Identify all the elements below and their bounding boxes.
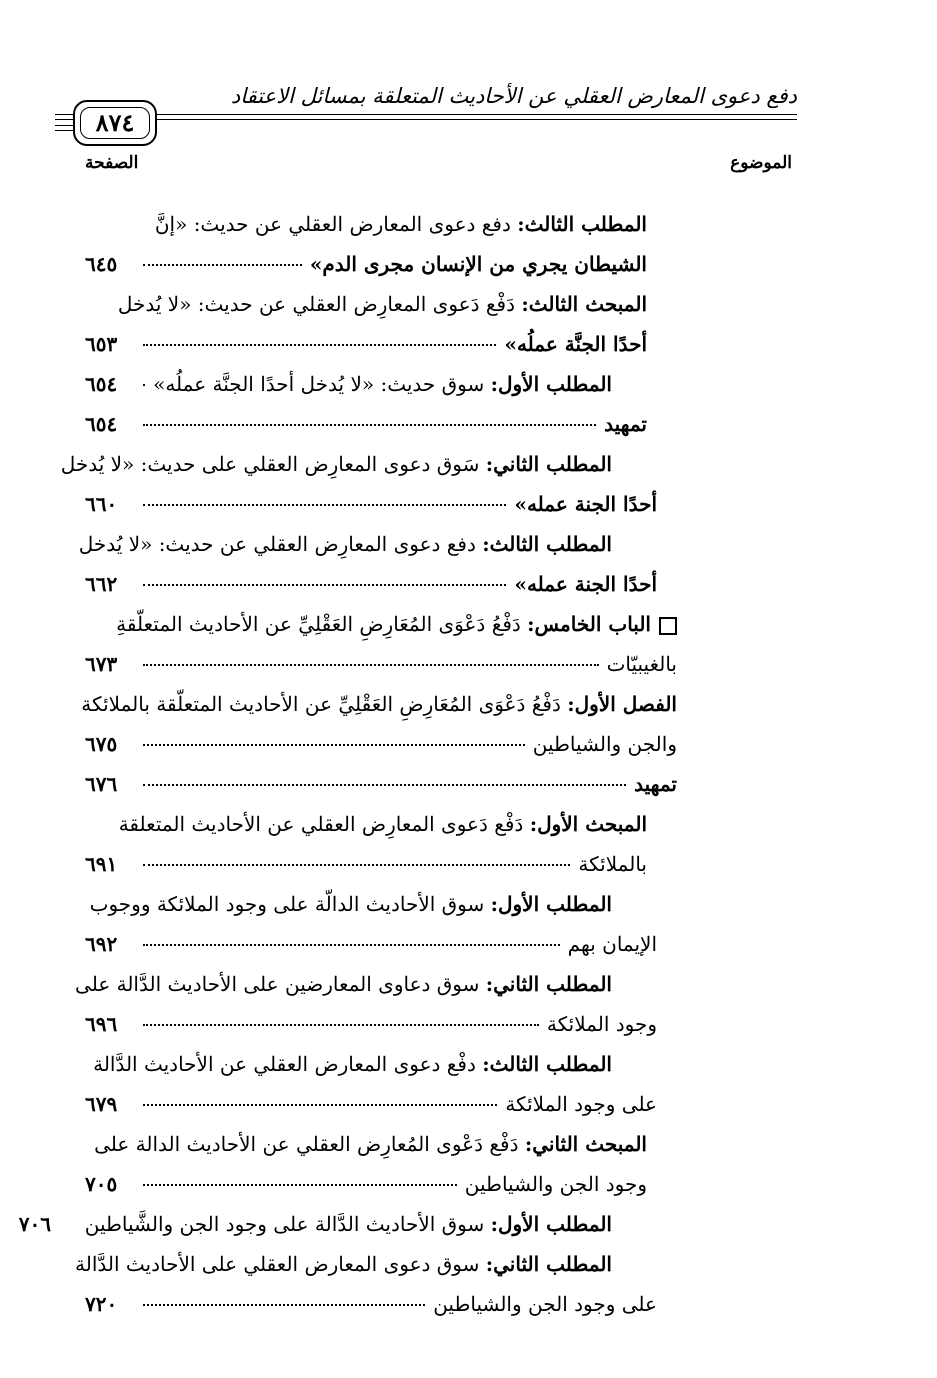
toc-entry[interactable] (0, 765, 792, 805)
leader-dots (143, 1304, 425, 1306)
toc-entry[interactable] (0, 685, 792, 765)
toc-entry[interactable] (0, 405, 792, 445)
toc-page-number: ٦٧٩ (85, 1092, 118, 1116)
toc-entry-label: المطلب الثاني: (485, 452, 612, 476)
page-number-frame (73, 100, 157, 146)
toc-entry[interactable] (0, 1045, 792, 1125)
toc-page-number: ٦٦٢ (85, 572, 118, 596)
toc-page-number: ٦٧٥ (85, 732, 118, 756)
toc-entry-label: الفصل الأول: (567, 692, 677, 716)
toc-entry-label: المطلب الثالث: (482, 1052, 612, 1076)
toc-entry[interactable] (0, 205, 792, 285)
toc-entry-text-line1: دَفْع دَعوى المعارِض العقلي عن حديث: «لا يُدخل (117, 292, 515, 316)
column-heading-page: الصفحة (85, 153, 139, 173)
leader-dots (143, 504, 506, 506)
toc-entry-text-line2: أحدًا الجنة عمله» (514, 572, 657, 596)
toc-entry-text-line2: سوق الأحاديث الدَّالة على وجود الجن والشَّياطين (84, 1212, 485, 1236)
toc-entry-text-line2: والجن والشياطين (532, 732, 677, 756)
toc-entry-text-line2: على وجود الجن والشياطين (433, 1292, 657, 1316)
toc-entry-label: المبحث الأول: (529, 812, 647, 836)
toc-entry[interactable] (0, 365, 792, 405)
leader-dots (143, 944, 560, 946)
toc-entry-text-line2: تمهيد (604, 412, 647, 436)
toc-entry-text-line1: دَفْع دَعْوى المُعارِض العقلي عن الأحاديث الدالة على (94, 1132, 519, 1156)
toc-entry-text-line1: دفع دعوى المعارِض العقلي عن حديث: «لا يُدخل (78, 532, 476, 556)
toc-page-number: ٦٧٦ (85, 772, 118, 796)
toc-entry-text-line1: سوق دعوى المعارض العقلي على الأحاديث الدَّالة (75, 1252, 480, 1276)
column-heading-topic: الموضوع (730, 153, 792, 173)
toc-entry-text-line2: تمهيد (634, 772, 677, 796)
toc-entry-label: المطلب الثالث: (517, 212, 647, 236)
toc-page-number: ٦٥٣ (85, 332, 118, 356)
leader-dots (143, 1104, 497, 1106)
header-rule (55, 114, 797, 115)
page-header (55, 78, 797, 148)
toc-entry[interactable] (0, 805, 792, 885)
toc-page-number: ٦٦٠ (85, 492, 118, 516)
toc-entry-text-line1: دَفْعُ دَعْوَى المُعَارِضِ العَقْلِيِّ عن الأحاديث المتعلّقة بالملائكة (81, 692, 561, 716)
leader-dots (143, 864, 570, 866)
toc-page-number: ٧٠٥ (85, 1172, 118, 1196)
book-title: دفع دعوى المعارض العقلي عن الأحاديث المتعلقة بمسائل الاعتقاد (230, 84, 797, 108)
toc-entry-text-line2: وجود الجن والشياطين (464, 1172, 647, 1196)
toc-entry-label: المطلب الأول: (490, 892, 612, 916)
toc-entry[interactable] (0, 1245, 792, 1325)
toc-entry-text-line1: دَفْعُ دَعْوَى المُعَارِضِ العَقْلِيِّ عن الأحاديث المتعلّقةِ (116, 612, 521, 636)
toc-entry-text-line1: سَوق دعوى المعارِض العقلي على حديث: «لا يُدخل (60, 452, 480, 476)
toc-entry-text-line2: أحدًا الجنة عمله» (514, 492, 657, 516)
toc-entry-label: المطلب الأول: (490, 1212, 612, 1236)
leader-dots (143, 384, 145, 386)
toc-entry[interactable] (0, 285, 792, 365)
toc-entry-text-line2: وجود الملائكة (546, 1012, 657, 1036)
toc-entry-text-line2: بالملائكة (578, 852, 647, 876)
header-rule (55, 119, 797, 120)
toc-entry[interactable] (0, 965, 792, 1045)
toc-entry-text-line2: الإيمان بهم (567, 932, 657, 956)
leader-dots (143, 784, 626, 786)
leader-dots (143, 744, 525, 746)
toc-entry[interactable] (0, 1205, 792, 1245)
toc-page-number: ٧٠٦ (18, 1212, 51, 1236)
toc-entry-text-line1: دفع دعوى المعارض العقلي عن حديث: «إنَّ (154, 212, 511, 236)
toc-entry-text-line2: الشيطان يجري من الإنسان مجرى الدم» (309, 252, 647, 276)
toc-entry-label: المبحث الثاني: (524, 1132, 647, 1156)
square-bullet-icon (659, 617, 677, 635)
leader-dots (143, 584, 506, 586)
toc-entry-label: المطلب الثاني: (485, 1252, 612, 1276)
toc-entry[interactable] (0, 445, 792, 525)
toc-entry-label: المطلب الأول: (490, 372, 612, 396)
toc-entry-label: المطلب الثاني: (485, 972, 612, 996)
toc-entry-label: الباب الخامس: (527, 612, 651, 636)
toc-page-number: ٦٥٤ (85, 412, 118, 436)
toc-entry[interactable] (0, 605, 792, 685)
toc-entry-text-line1: دفْع دعوى المعارض العقلي عن الأحاديث الدَّالة (93, 1052, 476, 1076)
toc-entry-text-line2: أحدًا الجنَّة عملُه» (504, 332, 647, 356)
leader-dots (143, 264, 302, 266)
leader-dots (143, 344, 496, 346)
toc-page-number: ٦٩٢ (85, 932, 118, 956)
toc-entry-text-line2: سوق حديث: «لا يُدخل أحدًا الجنَّة عملُه» (153, 372, 485, 396)
toc-page-number: ٦٩١ (85, 852, 118, 876)
toc-page-number: ٦٩٦ (85, 1012, 118, 1036)
toc-entry-label: المبحث الثالث: (521, 292, 647, 316)
toc-entry[interactable] (0, 525, 792, 605)
leader-dots (143, 424, 596, 426)
toc-entry-label: المطلب الثالث: (482, 532, 612, 556)
leader-dots (143, 1024, 539, 1026)
toc-page-number: ٧٢٠ (85, 1292, 118, 1316)
toc-page-number: ٦٧٣ (85, 652, 118, 676)
table-of-contents (0, 200, 937, 1320)
leader-dots (143, 664, 599, 666)
toc-entry[interactable] (0, 885, 792, 965)
toc-entry-text-line1: سوق الأحاديث الدالّة على وجود الملائكة ووجوب (89, 892, 485, 916)
toc-page-number: ٦٥٤ (85, 372, 118, 396)
toc-page-number: ٦٤٥ (85, 252, 118, 276)
toc-entry-text-line1: سوق دعاوى المعارضين على الأحاديث الدَّالة على (75, 972, 480, 996)
toc-entry-text-line2: بالغيبيّات (606, 652, 677, 676)
toc-entry-text-line1: دَفْع دَعوى المعارِض العقلي عن الأحاديث المتعلقة (118, 812, 524, 836)
page-number: ٨٧٤ (80, 107, 150, 139)
toc-entry-text-line2: على وجود الملائكة (505, 1092, 657, 1116)
leader-dots (143, 1184, 457, 1186)
toc-entry[interactable] (0, 1125, 792, 1205)
